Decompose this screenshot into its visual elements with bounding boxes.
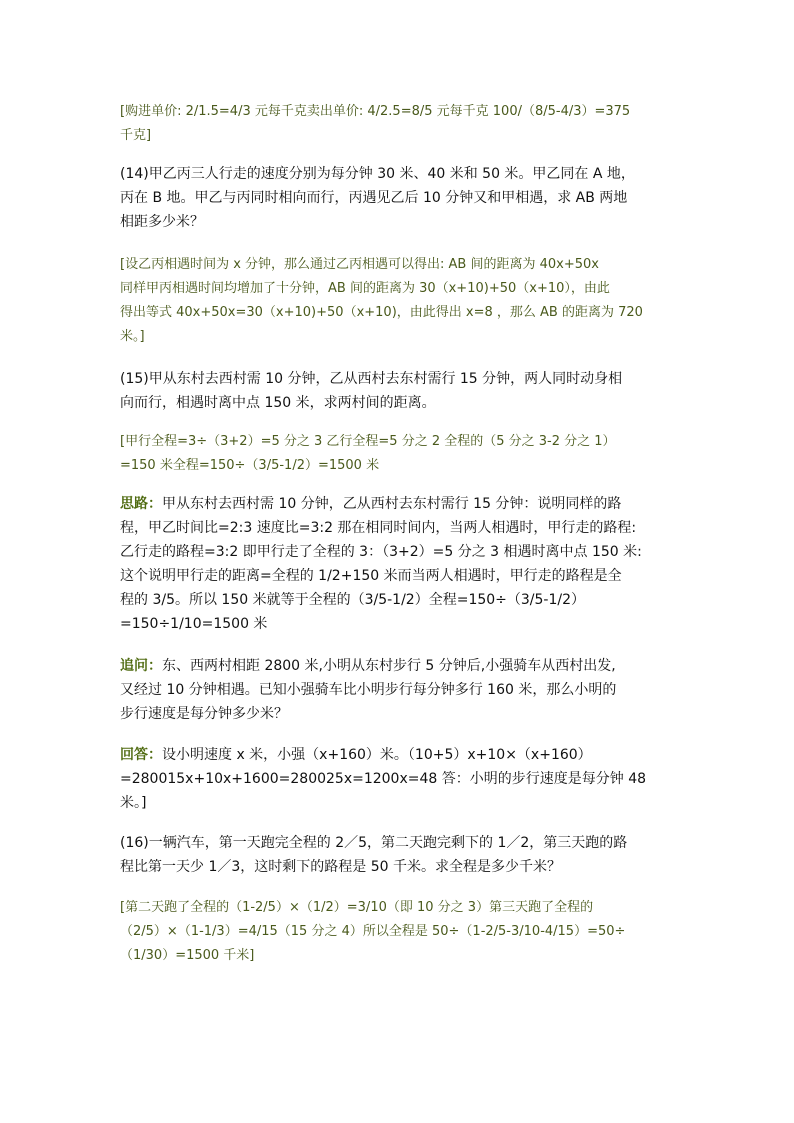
text-line: (14)甲乙丙三人行走的速度分别为每分钟 30 米、40 米和 50 米。甲乙同在 A 地， [120,166,635,182]
answer-14 [120,253,680,349]
text-line: 相距多少米？ [120,214,204,230]
reply-label: 回答： [120,747,162,763]
text-line: 米。] [120,329,145,344]
text-line: 得出等式 40x+50x=30（x+10)+50（x+10)，由此得出 x=8 ，那么 AB 的距离为 720 [120,305,643,320]
text-line: 程的 3/5。所以 150 米就等于全程的（3/5-1/2）全程=150÷（3/5-1/2） [120,592,586,608]
text-line: =150÷1/10=1500 米 [120,616,268,632]
text-line: [购进单价: 2/1.5=4/3 元每千克卖出单价: 4/2.5=8/5 元每千克 100/（8/5-4/3）=375 [120,104,631,119]
text-line: 又经过 10 分钟相遇。已知小强骑车比小明步行每分钟多行 160 米，那么小明的 [120,682,617,698]
followup-answer [120,743,680,815]
answer-15 [120,430,680,478]
text-line: =150 米全程=150÷（3/5-1/2）=1500 米 [120,458,380,473]
text-line: 米。] [120,795,147,811]
answer-16 [120,896,680,968]
text-line: （1/30）=1500 千米] [120,948,255,963]
text-line: =280015x+10x+1600=280025x=1200x=48 答：小明的步行速度是每分钟 48 [120,771,647,787]
idea-label: 思路： [120,496,162,512]
text-line-content: 甲从东村去西村需 10 分钟，乙从西村去东村需行 15 分钟：说明同样的路 [162,496,622,512]
text-line-content: 东、西两村相距 2800 米,小明从东村步行 5 分钟后,小强骑车从西村出发, [162,658,616,674]
text-line: 程，甲乙时间比=2:3 速度比=3:2 那在相同时间内，当两人相遇时，甲行走的路程: [120,520,637,536]
text-line: (15)甲从东村去西村需 10 分钟，乙从西村去东村需行 15 分钟，两人同时动身相 [120,371,623,387]
text-line: 这个说明甲行走的距离=全程的 1/2+150 米而当两人相遇时，甲行走的路程是全 [120,568,622,584]
text-line [120,654,680,678]
text-line: 程比第一天少 1／3，这时剩下的路程是 50 千米。求全程是多少千米？ [120,859,561,875]
question-16 [120,831,680,879]
answer-13 [120,100,680,148]
question-15 [120,367,680,415]
text-line: 步行速度是每分钟多少米？ [120,706,288,722]
text-line: [第二天跑了全程的（1-2/5）×（1/2）=3/10（即 10 分之 3）第三天跑了全程的 [120,900,594,915]
question-14 [120,162,680,234]
text-line: [设乙丙相遇时间为 x 分钟，那么通过乙丙相遇可以得出: AB 间的距离为 40x+50x [120,257,599,272]
text-line: 向而行，相遇时离中点 150 米，求两村间的距离。 [120,395,436,411]
followup-label: 追问： [120,658,162,674]
text-line: 丙在 B 地。甲乙与丙同时相向而行，丙遇见乙后 10 分钟又和甲相遇，求 AB 两地 [120,190,628,206]
text-line [120,743,680,767]
text-line: （2/5）×（1-1/3）=4/15（15 分之 4）所以全程是 50÷（1-2/5-3/10-4/15）=50÷ [120,924,626,939]
text-line: [甲行全程=3÷（3+2）=5 分之 3 乙行全程=5 分之 2 全程的（5 分之 3-2 分之 1） [120,434,616,449]
followup-question [120,654,680,726]
solution-idea [120,492,680,636]
text-line: 同样甲丙相遇时间均增加了十分钟，AB 间的距离为 30（x+10)+50（x+10），由此 [120,281,610,296]
text-line: 乙行走的路程=3:2 即甲行走了全程的 3：（3+2）=5 分之 3 相遇时离中点 150 米: [120,544,642,560]
text-line: 千克] [120,128,152,143]
text-line: (16)一辆汽车，第一天跑完全程的 2／5，第二天跑完剩下的 1／2，第三天跑的路 [120,835,628,851]
text-line-content: 设小明速度 x 米，小强（x+160）米。（10+5）x+10×（x+160） [162,747,592,763]
text-line [120,492,680,516]
